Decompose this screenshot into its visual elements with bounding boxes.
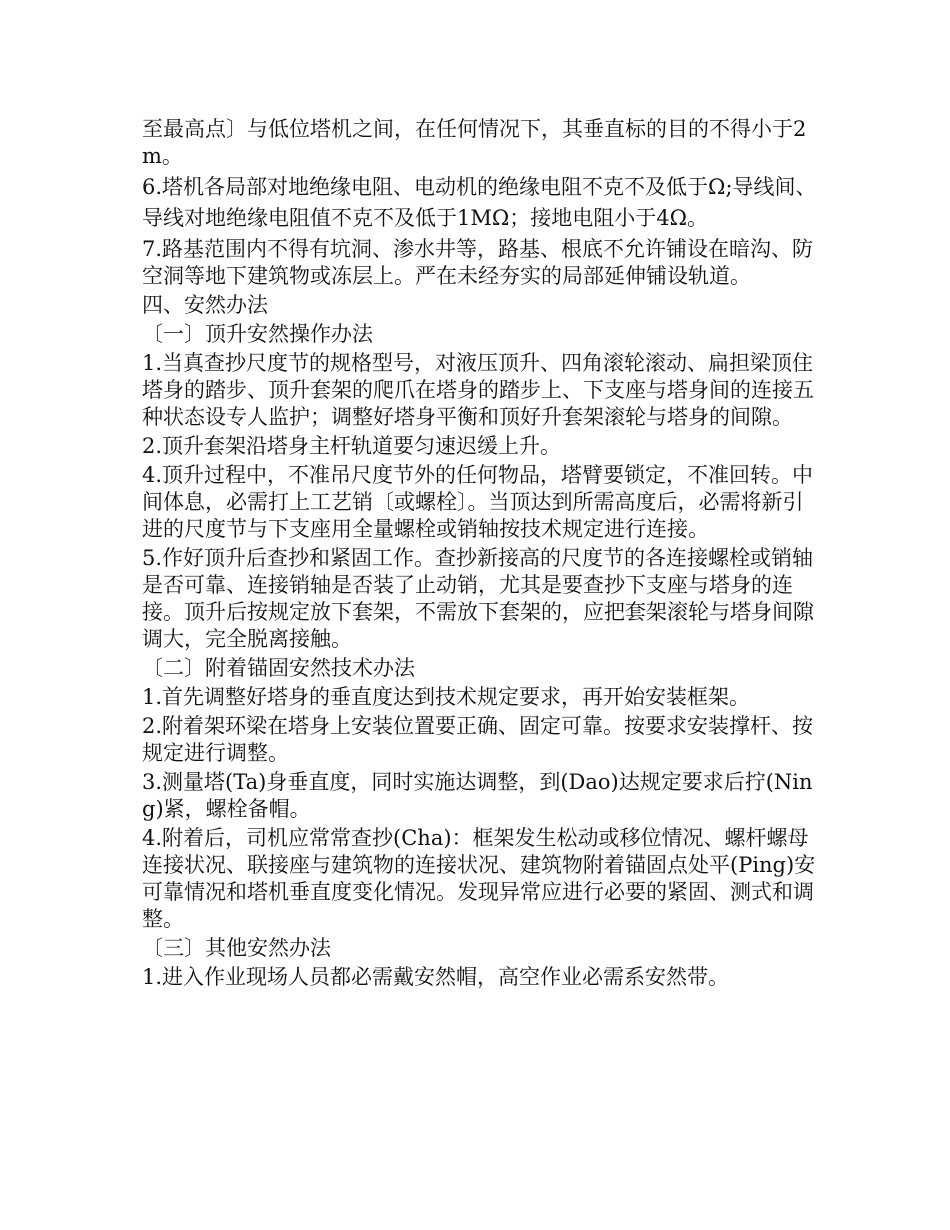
paragraph-item-1: 1.当真查抄尺度节的规格型号，对液压顶升、四角滚轮滚动、扁担梁顶住塔身的踏步、顶升套架的爬爪在塔身的踏步上、下支座与塔身间的连接五种状态设专人监护；调整好塔身平衡和顶好升套架滚轮与塔身的间隙。	[142, 351, 814, 429]
paragraph-continuation: 至最高点〕与低位塔机之间，在任何情况下，其垂直标的目的不得小于2m。	[142, 117, 807, 168]
paragraph-item-5: 5.作好顶升后查抄和紧固工作。查抄新接高的尺度节的各连接螺栓或销轴是否可靠、连接销轴是否装了止动销，尤其是要查抄下支座与塔身的连接。顶升后按规定放下套架，不需放下套架的，应把套架滚轮与塔身间隙调大，完全脱离接触。	[142, 546, 814, 651]
paragraph-item-4: 4.顶升过程中，不准吊尺度节外的任何物品，塔臂要锁定，不准回转。中间体息，必需打上工艺销〔或螺栓〕。当顶达到所需高度后，必需将新引进的尺度节与下支座用全量螺栓或销轴按技术规定进行连接。	[142, 463, 814, 541]
paragraph-item-2: 2.顶升套架沿塔身主杆轨道要匀速迟缓上升。	[142, 434, 562, 458]
paragraph-item-6: 6.塔机各局部对地绝缘电阻、电动机的绝缘电阻不克不及低于Ω;导线间、导线对地绝缘电阻值不克不及低于1MΩ；接地电阻小于4Ω。	[142, 175, 817, 230]
paragraph-item-2: 2.附着架环梁在塔身上安装位置要正确、固定可靠。按要求安装撑杆、按规定进行调整。	[142, 714, 814, 765]
document-body	[142, 116, 822, 993]
paragraph-item-7: 7.路基范围内不得有坑洞、渗水井等，路基、根底不允许铺设在暗沟、防空洞等地下建筑物或冻层上。严在未经夯实的局部延伸铺设轨道。	[142, 237, 814, 288]
section-heading-4: 四、安然办法	[142, 293, 268, 317]
paragraph-item-4: 4.附着后，司机应常常查抄(Cha)：框架发生松动或移位情况、螺杆螺母连接状况、联接座与建筑物的连接状况、建筑物附着锚固点处平(Ping)安可靠情况和塔机垂直度变化情况。发现异常应进行必要的紧固、测式和调整。	[142, 826, 816, 931]
paragraph-item-1: 1.进入作业现场人员都必需戴安然帽，高空作业必需系安然带。	[142, 965, 730, 989]
paragraph-item-1: 1.首先调整好塔身的垂直度达到技术规定要求，再开始安装框架。	[142, 685, 751, 709]
subsection-heading-2: 〔二〕附着锚固安然技术办法	[142, 656, 415, 680]
subsection-heading-1: 〔一〕顶升安然操作办法	[142, 322, 373, 346]
paragraph-item-3: 3.测量塔(Ta)身垂直度，同时实施达调整，到(Dao)达规定要求后拧(Ning)紧，螺栓备帽。	[142, 770, 813, 821]
subsection-heading-3: 〔三〕其他安然办法	[142, 936, 331, 960]
